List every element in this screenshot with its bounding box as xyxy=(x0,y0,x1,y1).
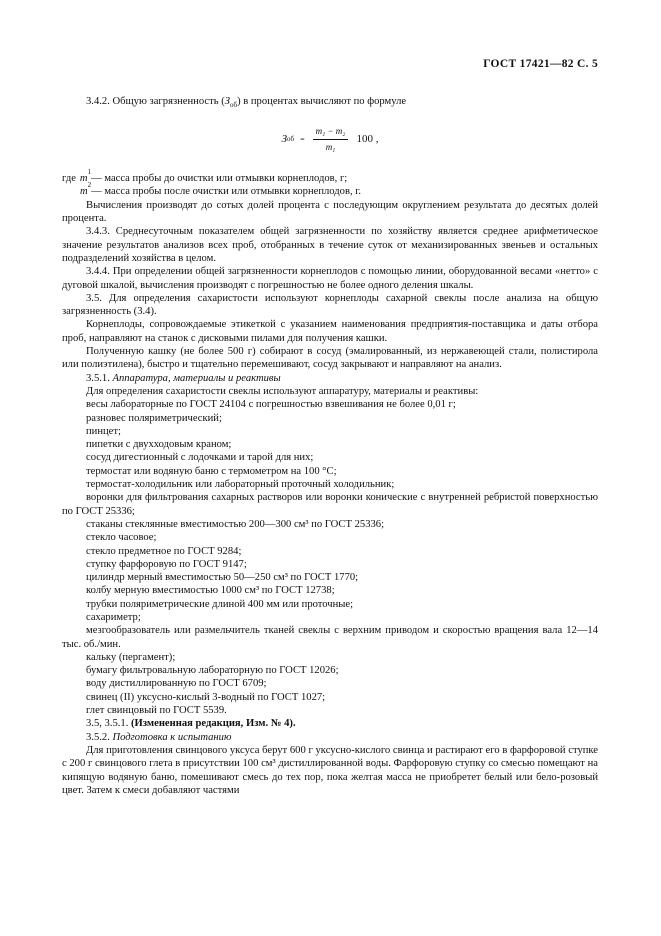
list-item: воронки для фильтрования сахарных растворов или воронки конические с внутренней ребристой поверхностью по ГОСТ 25336; xyxy=(62,492,598,517)
section-3-5-1 xyxy=(62,372,598,385)
list-item: стекло предметное по ГОСТ 9284; xyxy=(86,545,242,557)
list-item: термостат или водяную баню с термометром на 100 °С; xyxy=(86,465,337,477)
formula-equals: = xyxy=(300,134,305,144)
where-line-2 xyxy=(62,181,598,198)
paragraph-3-5-2: Для приготовления свинцового уксуса берут 600 г уксусно-кислого свинца и растирают его в фарфоровой ступке с 200 г свинцового глета в присутствии 100 см³ дистиллированной воды. Фарфоровую ступку со смесью помещают на кипящую водяную баню, помешивают смесь до тех пор, пока желтая масса не приобретет белый или бело-розовый цвет. Затем к смеси добавляют частями xyxy=(62,744,598,796)
list-item: колбу мерную вместимостью 1000 см³ по ГОСТ 12738; xyxy=(86,585,335,597)
text: ) в процентах вычисляют по формуле xyxy=(237,96,407,108)
where-line-1 xyxy=(62,168,598,185)
list-item: пинцет; xyxy=(86,425,121,437)
list-item: воду дистиллированную по ГОСТ 6709; xyxy=(86,678,267,690)
paragraph-3-4-4: 3.4.4. При определении общей загрязненности корнеплодов с помощью линии, оборудованной весами «нетто» с дуговой шкалой, вычисления производят с погрешностью не более одного деления шкалы. xyxy=(62,266,598,291)
list-item: стекло часовое; xyxy=(86,532,157,544)
where-sub: 1 xyxy=(87,168,92,177)
paragraph-3-4-2 xyxy=(62,95,598,108)
formula-lhs: З xyxy=(281,132,288,145)
formula-denominator: m₁ xyxy=(325,141,336,152)
paragraph-3-4-3: 3.4.3. Среднесуточным показателем общей загрязненности по хозяйству является среднее арифметическое значение результатов анализов всех проб, отобранных в течение суток от механизированных звеньев и остальных подразделений хозяйства в целом. xyxy=(62,226,598,264)
list-item: цилиндр мерный вместимостью 50—250 см³ по ГОСТ 1770; xyxy=(86,572,359,584)
section-number: 3.5.1. xyxy=(86,372,113,384)
list-item: глет свинцовый по ГОСТ 5539. xyxy=(86,705,227,717)
section-3-5-2 xyxy=(62,731,598,744)
where-text: — масса пробы после очистки или отмывки корнеплодов, г. xyxy=(91,186,362,198)
where-label: где xyxy=(62,173,76,185)
paragraph-3-5-1-intro: Для определения сахаристости свеклы используют аппаратуру, материалы и реактивы: xyxy=(86,385,479,397)
where-symbol: m xyxy=(80,186,88,198)
symbol: З xyxy=(224,96,230,108)
section-title: Аппаратура, материалы и реактивы xyxy=(112,372,281,384)
formula-fraction xyxy=(313,125,349,155)
formula-numerator: m₁ − m₂ xyxy=(313,125,349,140)
where-sub: 2 xyxy=(87,181,92,190)
paragraph-3-5: 3.5. Для определения сахаристости используют корнеплоды сахарной свеклы после анализа на общую загрязненность (3.4). xyxy=(62,292,598,318)
list-item: ступку фарфоровую по ГОСТ 9147; xyxy=(86,558,247,570)
text: 3.4.2. Общую загрязненность ( xyxy=(86,96,225,108)
list-item: разновес поляриметрический; xyxy=(86,412,222,424)
list-item: трубки поляриметрические длиной 400 мм или проточные; xyxy=(86,598,354,610)
subscript: об xyxy=(230,101,238,110)
list-item: стаканы стеклянные вместимостью 200—300 см³ по ГОСТ 25336; xyxy=(86,518,385,530)
paragraph-3-5-c: Полученную кашку (не более 500 г) собирают в сосуд (эмалированный, из нержавеющей стали, полистирола или полиэтилена), быстро и тщательно перемешивают, сосуд закрывают и направляют на анализ. xyxy=(62,346,598,371)
where-text: — масса пробы до очистки или отмывки корнеплодов, г; xyxy=(91,173,348,185)
equipment-list xyxy=(62,398,598,717)
section-title: Подготовка к испытанию xyxy=(112,731,232,743)
list-item: бумагу фильтровальную лабораторную по ГОСТ 12026; xyxy=(86,665,339,677)
list-item: кальку (пергамент); xyxy=(86,651,176,663)
list-item: свинец (II) уксусно-кислый 3-водный по ГОСТ 1027; xyxy=(86,691,326,703)
paragraph-3-5-b: Корнеплоды, сопровождаемые этикеткой с указанием наименования предприятия-поставщика и даты отбора проб, направляют на станок с дисковыми пилами для получения кашки. xyxy=(62,319,598,344)
list-item: пипетки с двухходовым краном; xyxy=(86,439,232,451)
paragraph-calc: Вычисления производят до сотых долей процента с последующим округлением результата до десятых долей процента. xyxy=(62,199,598,225)
where-symbol: m xyxy=(79,173,88,185)
list-item: сосуд дигестионный с лодочками и тарой для них; xyxy=(86,452,314,464)
section-number: 3.5.2. xyxy=(86,731,113,743)
amendment-text: (Измененная редакция, Изм. № 4). xyxy=(131,718,296,730)
list-item: мезгообразователь или размельчитель тканей свеклы с верхним приводом и скоростью вращения вала 12—14 тыс. об./мин. xyxy=(62,625,598,650)
page-header: ГОСТ 17421—82 С. 5 xyxy=(483,58,598,70)
list-item: термостат-холодильник или лабораторный проточный холодильник; xyxy=(86,479,395,491)
document-page xyxy=(62,58,598,797)
amendment-ref: 3.5, 3.5.1. xyxy=(86,718,132,730)
formula: З об = $\frac{\text{m₁ − m₂}}{\text{m₁}}$ 100 , xyxy=(62,125,598,155)
formula-tail: 100 , xyxy=(356,132,379,145)
list-item: сахариметр; xyxy=(86,611,141,623)
list-item: весы лабораторные по ГОСТ 24104 с погрешностью взвешивания не более 0,01 г; xyxy=(86,399,456,411)
amendment-note xyxy=(62,717,598,730)
